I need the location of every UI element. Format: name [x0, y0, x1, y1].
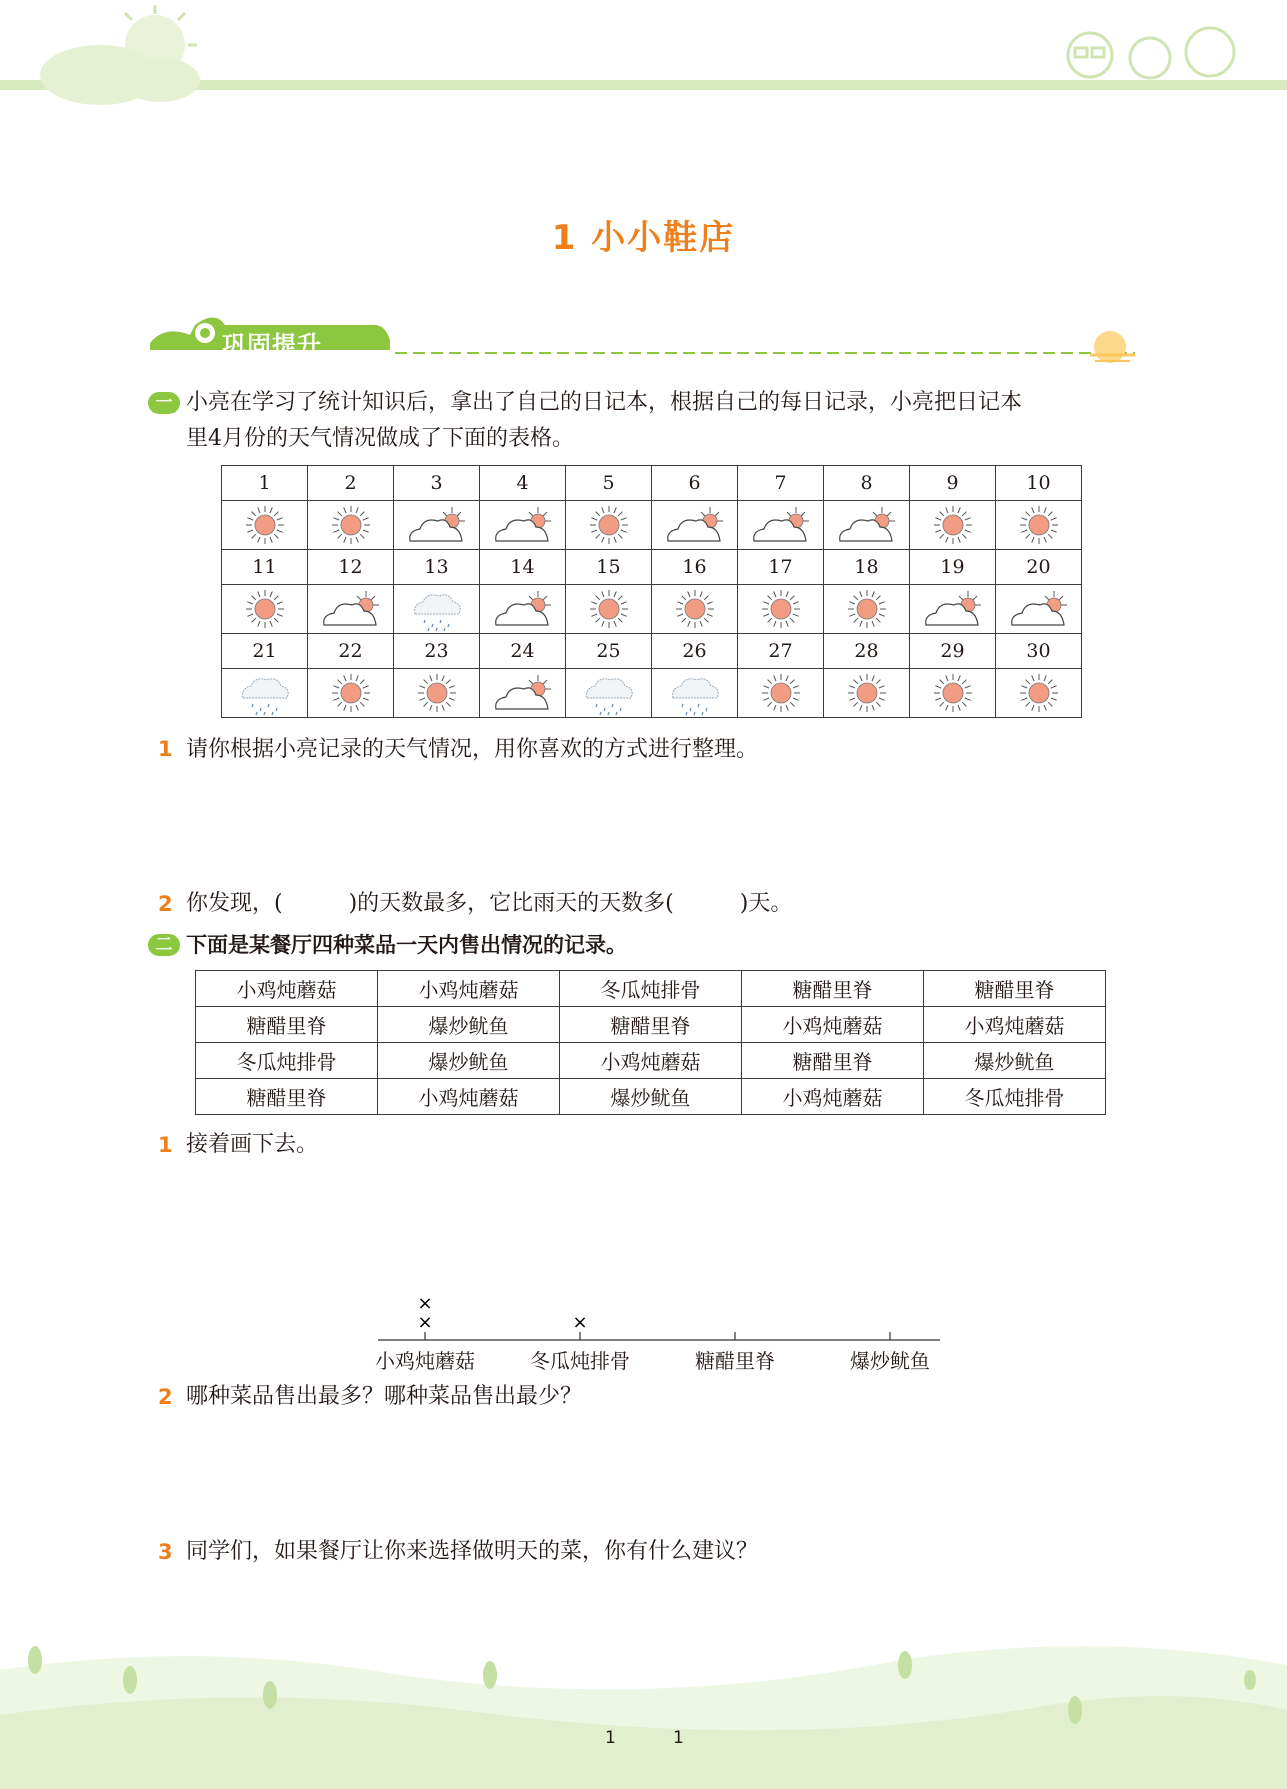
- dish-cell: 小鸡炖蘑菇: [196, 971, 378, 1007]
- cloudy-icon: [910, 585, 996, 634]
- cloudy-icon: [480, 669, 566, 718]
- dish-cell: 糖醋里脊: [196, 1007, 378, 1043]
- dish-cell: 爆炒鱿鱼: [378, 1007, 560, 1043]
- cloudy-icon: [394, 501, 480, 550]
- sunny-icon: [308, 501, 394, 550]
- rainy-icon: [394, 585, 480, 634]
- day-cell: 30: [996, 634, 1082, 669]
- day-cell: 7: [738, 466, 824, 501]
- day-cell: 5: [566, 466, 652, 501]
- day-cell: 23: [394, 634, 480, 669]
- q2-sub1-number: 1: [158, 1133, 173, 1157]
- day-cell: 22: [308, 634, 394, 669]
- day-cell: 26: [652, 634, 738, 669]
- day-cell: 27: [738, 634, 824, 669]
- sunny-icon: [738, 669, 824, 718]
- section-label: 巩固提升: [222, 331, 322, 359]
- q1-sub1-text: 请你根据小亮记录的天气情况，用你喜欢的方式进行整理。: [186, 737, 759, 762]
- day-cell: 2: [308, 466, 394, 501]
- dish-row: [196, 1007, 1106, 1043]
- dish-row: [196, 971, 1106, 1007]
- weather-icon-row: [222, 669, 1082, 718]
- dish-cell: 爆炒鱿鱼: [560, 1079, 742, 1115]
- dish-cell: 糖醋里脊: [560, 1007, 742, 1043]
- day-cell: 15: [566, 550, 652, 585]
- day-cell: 8: [824, 466, 910, 501]
- weather-icon-row: [222, 501, 1082, 550]
- dish-row: [196, 1043, 1106, 1079]
- sunny-icon: [394, 669, 480, 718]
- sunny-icon: [824, 585, 910, 634]
- dish-cell: 糖醋里脊: [196, 1079, 378, 1115]
- category-label: 小鸡炖蘑菇: [375, 1349, 475, 1373]
- day-cell: 28: [824, 634, 910, 669]
- cloudy-icon: [480, 501, 566, 550]
- sunny-icon: [652, 585, 738, 634]
- day-cell: 16: [652, 550, 738, 585]
- dish-cell: 糖醋里脊: [742, 1043, 924, 1079]
- dish-cell: 糖醋里脊: [742, 971, 924, 1007]
- cloudy-icon: [308, 585, 394, 634]
- q2-sub3-number: 3: [158, 1540, 173, 1564]
- dish-cell: 冬瓜炖排骨: [560, 971, 742, 1007]
- q1-sub2-text: 你发现，( )的天数最多，它比雨天的天数多( )天。: [186, 891, 793, 916]
- day-cell: 9: [910, 466, 996, 501]
- dish-table: [195, 970, 1106, 1115]
- rainy-icon: [222, 669, 308, 718]
- sunny-icon: [222, 501, 308, 550]
- page-number-right: 1: [673, 1728, 684, 1748]
- cloudy-icon: [996, 585, 1082, 634]
- day-cell: 1: [222, 466, 308, 501]
- page-title: 1 小小鞋店: [551, 218, 736, 258]
- day-cell: 11: [222, 550, 308, 585]
- dish-cell: 小鸡炖蘑菇: [742, 1079, 924, 1115]
- question-1-text-line2: 里4月份的天气情况做成了下面的表格。: [186, 426, 574, 451]
- sunny-icon: [308, 669, 394, 718]
- day-cell: 20: [996, 550, 1082, 585]
- page-number-left: 1: [605, 1728, 616, 1748]
- cloudy-icon: [480, 585, 566, 634]
- dish-row: [196, 1079, 1106, 1115]
- tally-mark: ×: [417, 1312, 433, 1333]
- dish-cell: 爆炒鱿鱼: [924, 1043, 1106, 1079]
- sunny-icon: [824, 669, 910, 718]
- dish-cell: 小鸡炖蘑菇: [378, 971, 560, 1007]
- sunny-icon: [996, 669, 1082, 718]
- dish-cell: 小鸡炖蘑菇: [560, 1043, 742, 1079]
- q1-sub1-number: 1: [158, 737, 173, 761]
- day-cell: 13: [394, 550, 480, 585]
- cloudy-icon: [738, 501, 824, 550]
- day-cell: 21: [222, 634, 308, 669]
- day-cell: 4: [480, 466, 566, 501]
- q2-sub2-text: 哪种菜品售出最多？哪种菜品售出最少？: [186, 1384, 583, 1409]
- weather-day-row: [222, 466, 1082, 501]
- q1-sub2-number: 2: [158, 892, 173, 916]
- sunny-icon: [996, 501, 1082, 550]
- sunny-icon: [222, 585, 308, 634]
- sunny-icon: [566, 501, 652, 550]
- dish-cell: 冬瓜炖排骨: [196, 1043, 378, 1079]
- dish-cell: 糖醋里脊: [924, 971, 1106, 1007]
- tally-mark: ×: [572, 1312, 588, 1333]
- question-1-text-line1: 小亮在学习了统计知识后，拿出了自己的日记本，根据自己的每日记录，小亮把日记本: [186, 390, 1023, 415]
- day-cell: 6: [652, 466, 738, 501]
- day-cell: 3: [394, 466, 480, 501]
- day-cell: 19: [910, 550, 996, 585]
- day-cell: 24: [480, 634, 566, 669]
- day-cell: 17: [738, 550, 824, 585]
- weather-day-row: [222, 634, 1082, 669]
- sunny-icon: [910, 501, 996, 550]
- day-cell: 14: [480, 550, 566, 585]
- dish-cell: 爆炒鱿鱼: [378, 1043, 560, 1079]
- weather-table: [221, 465, 1082, 718]
- weather-icon-row: [222, 585, 1082, 634]
- question-badge-1: 一: [148, 392, 180, 414]
- sunny-icon: [566, 585, 652, 634]
- weather-day-row: [222, 550, 1082, 585]
- dish-cell: 小鸡炖蘑菇: [378, 1079, 560, 1115]
- dish-cell: 小鸡炖蘑菇: [742, 1007, 924, 1043]
- rainy-icon: [566, 669, 652, 718]
- question-badge-2: 二: [148, 934, 180, 956]
- day-cell: 25: [566, 634, 652, 669]
- q2-sub3-text: 同学们，如果餐厅让你来选择做明天的菜，你有什么建议？: [186, 1539, 759, 1564]
- dish-cell: 冬瓜炖排骨: [924, 1079, 1106, 1115]
- category-label: 冬瓜炖排骨: [530, 1349, 630, 1373]
- category-label: 糖醋里脊: [695, 1349, 775, 1373]
- sunny-icon: [910, 669, 996, 718]
- dish-cell: 小鸡炖蘑菇: [924, 1007, 1106, 1043]
- sunny-icon: [738, 585, 824, 634]
- question-2-text: 下面是某餐厅四种菜品一天内售出情况的记录。: [186, 933, 627, 957]
- rainy-icon: [652, 669, 738, 718]
- day-cell: 10: [996, 466, 1082, 501]
- day-cell: 18: [824, 550, 910, 585]
- header-decoration: [0, 0, 1287, 120]
- q2-sub2-number: 2: [158, 1385, 173, 1409]
- category-label: 爆炒鱿鱼: [850, 1349, 930, 1373]
- q2-sub1-text: 接着画下去。: [186, 1132, 319, 1157]
- cloudy-icon: [824, 501, 910, 550]
- footer-landscape: [0, 1620, 1287, 1789]
- day-cell: 12: [308, 550, 394, 585]
- tally-mark: ×: [417, 1293, 433, 1314]
- day-cell: 29: [910, 634, 996, 669]
- cloudy-icon: [652, 501, 738, 550]
